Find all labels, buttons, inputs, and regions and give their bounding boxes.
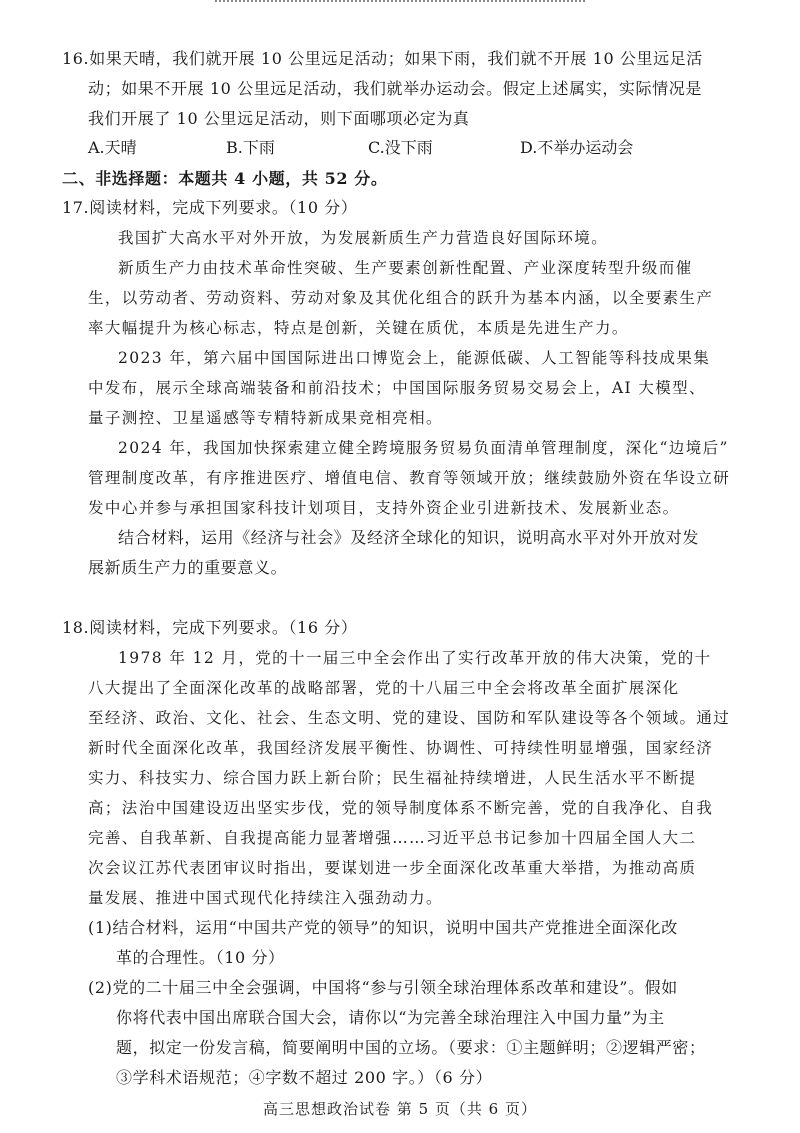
q17-line-7: 量子测控、卫星遥感等专精特新成果竞相亮相。 [88, 409, 443, 427]
q18-sub2-line-4: ③学科术语规范；④字数不超过 200 字。）（6 分） [116, 1068, 493, 1087]
q16-line-1: 16.如果天晴，我们就开展 10 公里远足活动；如果下雨，我们就不开展 10 公里远足活 [62, 49, 703, 68]
q18-line-3: 至经济、政治、文化、社会、生态文明、党的建设、国防和军队建设等各个领域。通过 [88, 709, 731, 727]
q17-line-4: 率大幅提升为核心标志，特点是创新，关键在质优，本质是先进生产力。 [88, 319, 629, 337]
q16-option-b: B.下雨 [226, 138, 275, 157]
q17-line-3: 生，以劳动者、劳动资料、劳动对象及其优化组合的跃升为基本内涵，以全要素生产 [88, 289, 714, 307]
q18-stem: 18.阅读材料，完成下列要求。（16 分） [62, 618, 358, 637]
q17-line-1: 我国扩大高水平对外开放，为发展新质生产力营造良好国际环境。 [118, 229, 609, 247]
q17-line-9: 管理制度改革，有序推进医疗、增值电信、教育等领域开放；继续鼓励外资在华设立研 [88, 469, 731, 487]
q16-line-2: 动；如果不开展 10 公里远足活动，我们就举办运动会。假定上述属实，实际情况是 [88, 79, 702, 98]
q18-line-7: 完善、自我革新、自我提高能力显著增强……习近平总书记参加十四届全国人大二 [88, 829, 697, 847]
q17-line-8: 2024 年，我国加快探索建立健全跨境服务贸易负面清单管理制度，深化“边境后” [118, 439, 729, 457]
q18-line-9: 量发展、推进中国式现代化持续注入强劲动力。 [88, 889, 443, 907]
q17-line-5: 2023 年，第六届中国国际进出口博览会上，能源低碳、人工智能等科技成果集 [118, 349, 711, 367]
q17-stem: 17.阅读材料，完成下列要求。（10 分） [62, 198, 358, 217]
q18-sub2-line-1: (2)党的二十届三中全会强调，中国将“参与引领全球治理体系改革和建设”。假如 [88, 978, 678, 997]
q18-line-1: 1978 年 12 月，党的十一届三中全会作出了实行改革开放的伟大决策，党的十 [118, 649, 712, 667]
q18-sub1-line-1: (1)结合材料，运用“中国共产党的领导”的知识，说明中国共产党推进全面深化改 [88, 918, 678, 937]
q16-option-d: D.不举办运动会 [520, 138, 634, 157]
q17-line-2: 新质生产力由技术革命性突破、生产要素创新性配置、产业深度转型升级而催 [118, 259, 693, 277]
q18-sub1-line-2: 革的合理性。（10 分） [116, 948, 285, 967]
section-heading: 二、非选择题：本题共 4 小题，共 52 分。 [62, 169, 388, 188]
q18-line-6: 高；法治中国建设迈出坚实步伐，党的领导制度体系不断完善，党的自我净化、自我 [88, 799, 714, 817]
q18-line-5: 实力、科技实力、综合国力跃上新台阶；民生福祉持续增进，人民生活水平不断提 [88, 769, 697, 787]
q16-option-c: C.没下雨 [368, 138, 433, 157]
q16-option-a: A.天晴 [88, 138, 137, 157]
q17-line-10: 发中心并参与承担国家科技计划项目，支持外资企业引进新技术、发展新业态。 [88, 499, 680, 517]
q18-sub2-line-3: 题，拟定一份发言稿，简要阐明中国的立场。（要求：①主题鲜明；②逻辑严密； [116, 1038, 706, 1057]
q17-task-2: 展新质生产力的重要意义。 [88, 558, 288, 577]
q16-line-3: 我们开展了 10 公里远足活动，则下面哪项必定为真 [88, 109, 470, 128]
q18-line-8: 次会议江苏代表团审议时指出，要谋划进一步全面深化改革重大举措，为推动高质 [88, 859, 697, 877]
page-footer: 高三思想政治试卷 第 5 页（共 6 页） [263, 1100, 537, 1118]
q17-line-6: 中发布，展示全球高端装备和前沿技术；中国国际服务贸易交易会上，AI 大模型、 [88, 379, 706, 397]
q18-line-2: 八大提出了全面深化改革的战略部署，党的十八届三中全会将改革全面扩展深化 [88, 679, 680, 697]
q18-sub2-line-2: 你将代表中国出席联合国大会，请你以“为完善全球治理注入中国力量”为主 [116, 1008, 665, 1027]
q18-line-4: 新时代全面深化改革，我国经济发展平衡性、协调性、可持续性明显增强，国家经济 [88, 739, 714, 757]
q17-task-1: 结合材料，运用《经济与社会》及经济全球化的知识，说明高水平对外开放对发 [118, 528, 700, 547]
